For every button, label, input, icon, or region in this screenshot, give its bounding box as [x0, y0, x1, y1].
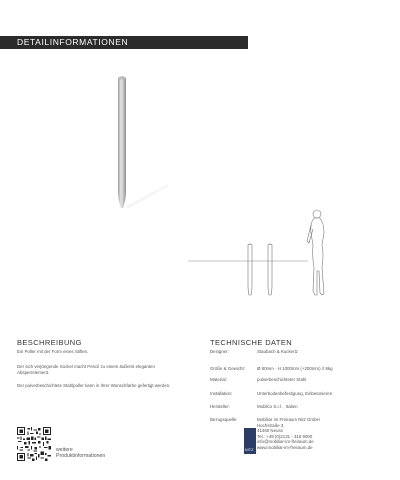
spec-label: Installation:: [210, 391, 233, 396]
description-title: BESCHREIBUNG: [17, 338, 82, 347]
spec-label: Designer:: [210, 349, 229, 354]
qr-code[interactable]: [17, 427, 51, 461]
nitz-logo: [244, 428, 256, 454]
bollard-outline-2: [268, 244, 272, 295]
qr-caption: [56, 447, 105, 460]
tech-data-title: TECHNISCHE DATEN: [210, 338, 293, 347]
spec-label: Größe & Gewicht:: [210, 366, 245, 371]
description-paragraph: Der sich verjüngende Sockel macht Pencil zu einem äußerst eleganten Absperrelement.: [17, 364, 155, 375]
supplier-city: 41460 Neuss: [257, 428, 283, 434]
logo-text: NITZ: [245, 448, 254, 452]
supplier-email-link[interactable]: info@mobiliar-im-freiraum.de: [257, 439, 314, 445]
person-silhouette-icon: [307, 210, 324, 295]
scale-drawing: [188, 205, 348, 305]
description-paragraph: Der pulverbeschichtete Stahlpoller kann in Ihrer Wunschfarbe gefertigt werden.: [17, 383, 171, 388]
supplier-street: Hochstraße 3: [257, 422, 284, 428]
bollard-outline-1: [248, 244, 252, 295]
spec-value: Staubach & Kuckertz: [257, 349, 299, 354]
page-title: DETAILINFORMATIONEN: [17, 37, 129, 47]
product-photo: [90, 72, 170, 232]
qr-caption-line: Produktinformationen: [56, 453, 106, 460]
spec-label: Material:: [210, 377, 227, 382]
spec-label: Hersteller:: [210, 404, 231, 409]
spec-value: Unterbodenbefestigung, Einbetonieren: [257, 391, 333, 396]
description-paragraph: Ein Poller mit der Form eines Stiftes.: [17, 349, 89, 354]
spec-label: Bezugsquelle:: [210, 417, 238, 422]
supplier-website-link[interactable]: www.mobiliar-im-freiraum.de: [257, 444, 313, 450]
spec-value: pulverbeschichteter Stahl: [257, 377, 307, 382]
supplier-name: Mobiliar im Freiraum Nitz GmbH: [257, 417, 320, 422]
page-header: [0, 36, 248, 49]
supplier-phone: Tel.: +49 (0)2131 - 316 9000: [257, 433, 313, 439]
spec-value: Mobilco S.r.l. , Italien: [257, 404, 298, 409]
qr-caption-line: weitere: [56, 447, 73, 453]
spec-value: Ø 80mm · H 1000mm (+200mm) // 8kg: [257, 366, 333, 371]
